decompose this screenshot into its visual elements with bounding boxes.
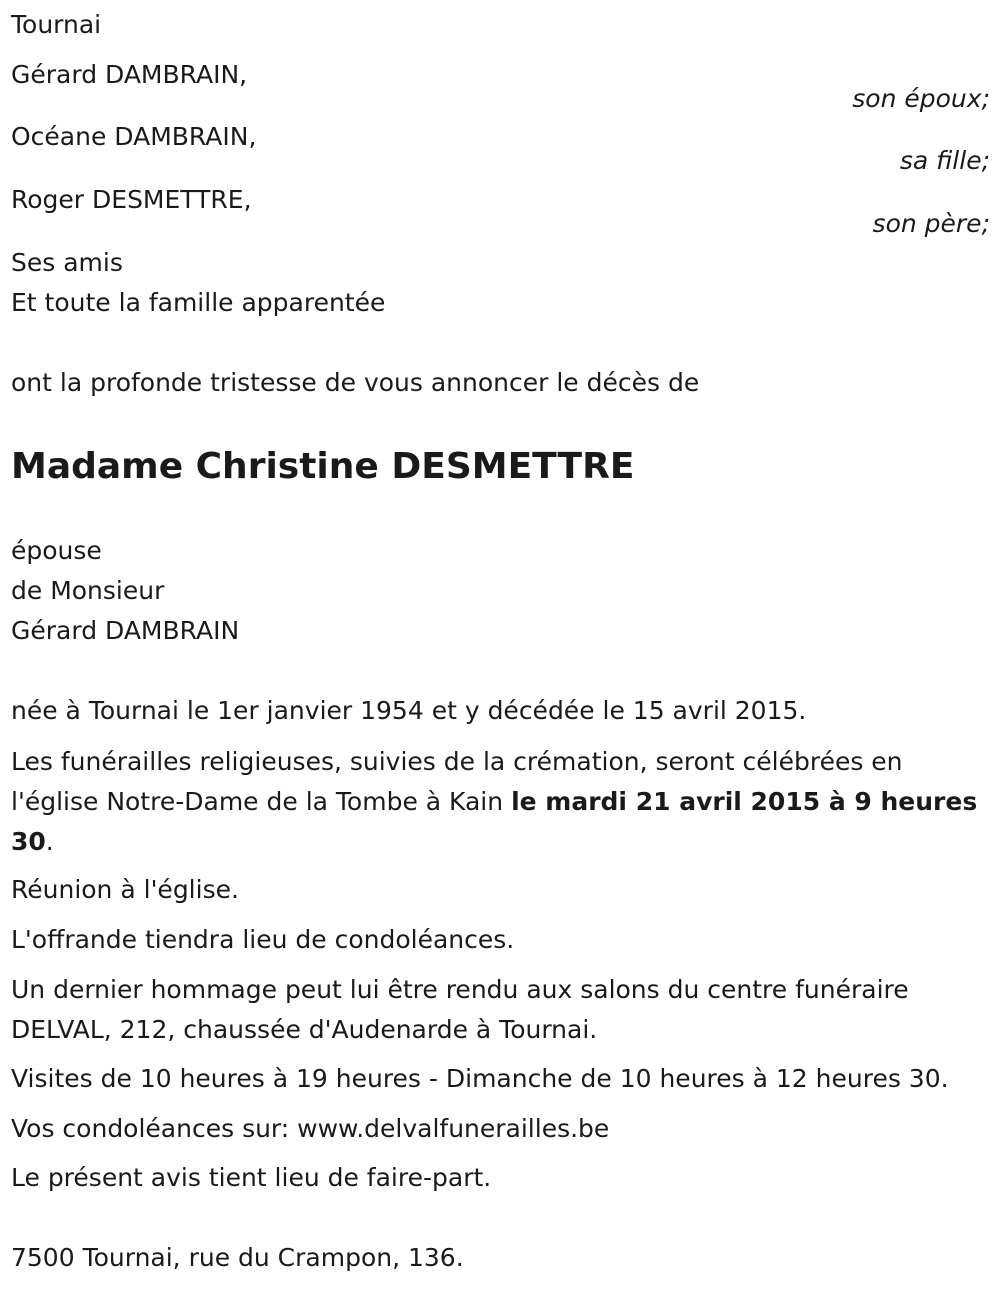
family-member-relation: son époux;	[852, 84, 990, 113]
spouse-line-3: Gérard DAMBRAIN	[11, 616, 240, 645]
visits-line: Visites de 10 heures à 19 heures - Dimanche de 10 heures à 12 heures 30.	[11, 1064, 949, 1093]
family-member-name: Océane DAMBRAIN,	[11, 122, 257, 151]
family-member-relation: sa fille;	[899, 146, 990, 175]
funeral-date: le mardi 21 avril 2015 à 9 heures 30	[11, 787, 978, 856]
condolences-line: Vos condoléances sur: www.delvalfunerailles.be	[11, 1114, 610, 1143]
tribute-paragraph: Un dernier hommage peut lui être rendu aux salons du centre funéraire DELVAL, 212, chaussée d'Audenarde à Tournai.	[11, 975, 909, 1044]
birth-death-line: née à Tournai le 1er janvier 1954 et y décédée le 15 avril 2015.	[11, 696, 807, 725]
offering-line: L'offrande tiendra lieu de condoléances.	[11, 925, 515, 954]
deceased-name: Madame Christine DESMETTRE	[11, 446, 635, 487]
spouse-line-1: épouse	[11, 536, 102, 565]
address-line: 7500 Tournai, rue du Crampon, 136.	[11, 1243, 464, 1272]
family-member-relation: son père;	[872, 209, 990, 238]
family-member-name: Roger DESMETTRE,	[11, 185, 252, 214]
meeting-line: Réunion à l'église.	[11, 875, 239, 904]
funeral-end: .	[45, 827, 54, 856]
relatives-line: Et toute la famille apparentée	[11, 288, 386, 317]
family-member-name: Gérard DAMBRAIN,	[11, 60, 248, 89]
funeral-text: Les funérailles religieuses, suivies de la crémation, seront célébrées en l'église Notre-Dame de la Tombe à Kain	[11, 747, 903, 816]
spouse-line-2: de Monsieur	[11, 576, 165, 605]
header-city: Tournai	[11, 10, 102, 39]
notice-line: Le présent avis tient lieu de faire-part.	[11, 1163, 492, 1192]
friends-line: Ses amis	[11, 248, 123, 277]
funeral-paragraph	[11, 742, 986, 862]
announcement-line: ont la profonde tristesse de vous annoncer le décès de	[11, 368, 700, 397]
